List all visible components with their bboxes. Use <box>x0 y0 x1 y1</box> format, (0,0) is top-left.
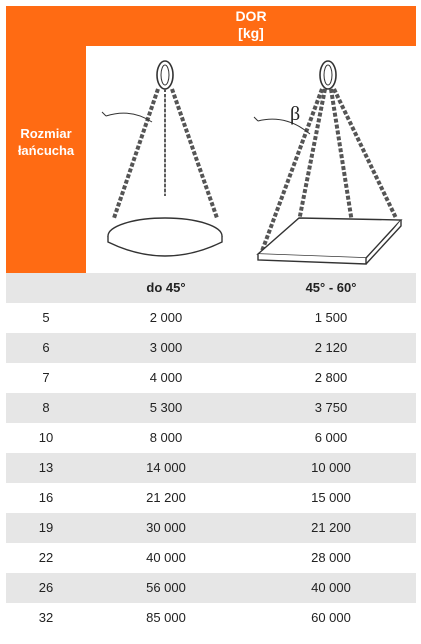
table-row <box>6 483 416 513</box>
table-row <box>6 333 416 363</box>
column-header-row <box>6 273 416 303</box>
sling-diagrams <box>86 46 416 273</box>
header-title <box>86 8 416 42</box>
table-row <box>6 393 416 423</box>
header-dor: DOR <box>235 8 267 24</box>
load-do45: 21 200 <box>146 490 186 505</box>
load-45-60: 2 120 <box>314 340 348 355</box>
load-do45: 30 000 <box>146 520 186 535</box>
col-45-60-header: 45° - 60° <box>305 280 357 295</box>
row-label-line1: Rozmiar <box>20 126 72 141</box>
load-45-60: 3 750 <box>314 400 348 415</box>
table-row <box>6 423 416 453</box>
load-45-60: 21 200 <box>311 520 351 535</box>
chain-size: 8 <box>42 400 50 415</box>
load-do45: 3 000 <box>149 340 183 355</box>
table-row <box>6 543 416 573</box>
load-45-60: 6 000 <box>314 430 348 445</box>
load-45-60: 40 000 <box>311 580 351 595</box>
load-do45: 2 000 <box>149 310 183 325</box>
col-size-header <box>6 273 86 303</box>
chain-size: 5 <box>42 310 50 325</box>
load-do45: 4 000 <box>149 370 183 385</box>
chain-size: 32 <box>38 610 54 625</box>
row-label <box>6 125 86 159</box>
angle-beta-label: β <box>290 103 301 125</box>
chain-size: 7 <box>42 370 50 385</box>
table-row <box>6 303 416 333</box>
chain-size: 26 <box>38 580 54 595</box>
table-row <box>6 603 416 633</box>
table-row <box>6 453 416 483</box>
four-leg-sling-drawing <box>254 61 401 264</box>
load-45-60: 10 000 <box>311 460 351 475</box>
load-45-60: 28 000 <box>311 550 351 565</box>
chain-size: 6 <box>42 340 50 355</box>
load-table <box>6 6 416 639</box>
header-unit: [kg] <box>238 25 264 41</box>
table-header-band <box>6 6 416 46</box>
load-45-60: 2 800 <box>314 370 348 385</box>
chain-size: 16 <box>38 490 54 505</box>
row-label-line2: łańcucha <box>17 143 75 158</box>
table-row <box>6 363 416 393</box>
two-leg-sling-drawing <box>102 61 222 256</box>
table-row <box>6 513 416 543</box>
load-45-60: 15 000 <box>311 490 351 505</box>
chain-size: 19 <box>38 520 54 535</box>
sling-illustration <box>86 46 416 273</box>
load-do45: 40 000 <box>146 550 186 565</box>
chain-size: 13 <box>38 460 54 475</box>
load-do45: 56 000 <box>146 580 186 595</box>
table-row <box>6 573 416 603</box>
chain-size: 22 <box>38 550 54 565</box>
chain-size: 10 <box>38 430 54 445</box>
row-label-band <box>6 46 86 273</box>
load-do45: 14 000 <box>146 460 186 475</box>
col-do45-header: do 45° <box>146 280 186 295</box>
load-do45: 8 000 <box>149 430 183 445</box>
load-do45: 85 000 <box>146 610 186 625</box>
load-45-60: 1 500 <box>314 310 348 325</box>
load-45-60: 60 000 <box>311 610 351 625</box>
load-do45: 5 300 <box>149 400 183 415</box>
